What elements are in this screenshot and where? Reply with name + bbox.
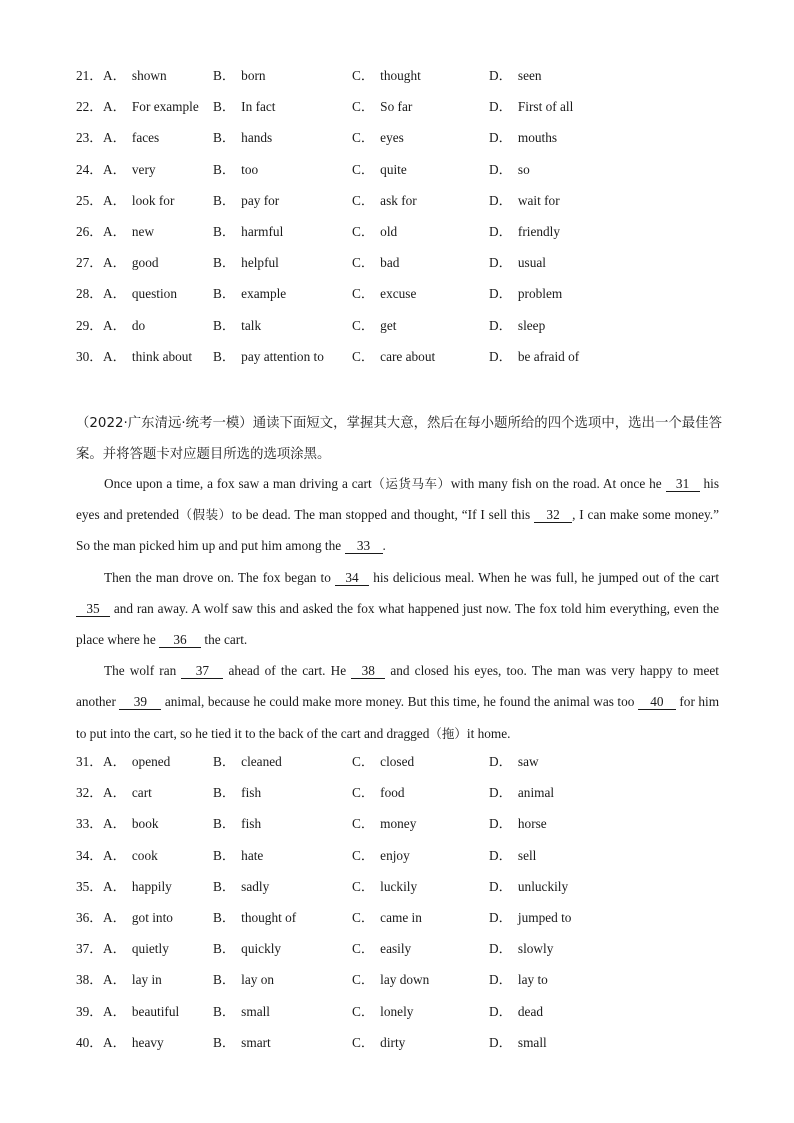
option-text: think about <box>131 348 193 364</box>
question-number: 37． <box>76 941 103 957</box>
option-c[interactable] <box>352 253 399 273</box>
option-letter: A． <box>103 972 126 988</box>
option-text: got into <box>131 909 173 925</box>
option-text: shown <box>131 68 167 83</box>
option-text: animal <box>517 785 555 801</box>
option-a[interactable] <box>76 97 199 117</box>
option-b[interactable] <box>213 939 281 959</box>
option-b[interactable] <box>213 191 279 211</box>
option-text: beautiful <box>131 1003 180 1019</box>
option-letter: D． <box>489 847 512 863</box>
option-d[interactable] <box>489 128 557 148</box>
question-number: 32． <box>76 785 103 801</box>
option-letter: D． <box>489 130 512 146</box>
option-letter: D． <box>489 255 512 271</box>
option-letter: D． <box>489 99 512 115</box>
option-letter: D． <box>489 1003 512 1019</box>
blank-38[interactable]: 38 <box>351 664 385 679</box>
option-letter: A． <box>103 317 126 333</box>
option-text: jumped to <box>517 909 572 925</box>
question-number: 39． <box>76 1003 103 1019</box>
option-text: slowly <box>517 941 554 957</box>
option-text: came in <box>380 909 422 925</box>
option-text: harmful <box>241 223 284 239</box>
option-text: fish <box>241 816 262 832</box>
option-letter: C． <box>352 909 375 925</box>
question-row <box>76 253 726 284</box>
option-letter: C． <box>352 68 375 83</box>
option-d[interactable] <box>489 1033 547 1053</box>
question-row <box>76 191 726 222</box>
option-letter: B． <box>213 847 236 863</box>
option-letter: B． <box>213 192 236 208</box>
option-a[interactable] <box>76 752 170 772</box>
option-text: happily <box>131 878 172 894</box>
option-d[interactable] <box>489 752 539 772</box>
option-text: pay attention to <box>241 348 324 364</box>
question-row <box>76 284 726 315</box>
option-b[interactable] <box>213 160 258 180</box>
blank-39[interactable]: 39 <box>119 695 161 710</box>
option-letter: A． <box>103 847 126 863</box>
option-text: food <box>380 785 405 801</box>
option-d[interactable] <box>489 846 536 866</box>
question-number: 35． <box>76 878 103 894</box>
option-text: usual <box>517 255 546 271</box>
option-letter: C． <box>352 99 375 115</box>
option-letter: B． <box>213 1034 236 1050</box>
option-text: dirty <box>380 1034 406 1050</box>
option-d[interactable] <box>489 222 560 242</box>
option-a[interactable] <box>76 908 173 928</box>
question-row <box>76 128 726 159</box>
option-text: First of all <box>517 99 574 115</box>
option-a[interactable] <box>76 160 156 180</box>
option-b[interactable] <box>213 783 261 803</box>
option-text: thought <box>380 68 421 83</box>
option-text: heavy <box>131 1034 164 1050</box>
option-text: care about <box>380 348 436 364</box>
option-d[interactable] <box>489 160 530 180</box>
option-text: lay on <box>241 972 275 988</box>
option-letter: B． <box>213 255 236 271</box>
option-text: thought of <box>241 909 297 925</box>
option-b[interactable] <box>213 1033 271 1053</box>
option-text: fish <box>241 785 262 801</box>
option-c[interactable] <box>352 316 396 336</box>
option-letter: B． <box>213 99 236 115</box>
option-letter: A． <box>103 192 126 208</box>
option-letter: A． <box>103 878 126 894</box>
option-c[interactable] <box>352 160 407 180</box>
option-text: faces <box>131 130 160 146</box>
option-c[interactable] <box>352 752 414 772</box>
option-letter: C． <box>352 816 375 832</box>
option-letter: B． <box>213 348 236 364</box>
question-row <box>76 1002 726 1033</box>
option-text: wait for <box>517 192 560 208</box>
option-letter: B． <box>213 754 236 769</box>
option-letter: D． <box>489 754 512 769</box>
option-text: excuse <box>380 286 417 302</box>
option-b[interactable] <box>213 1002 270 1022</box>
option-letter: A． <box>103 223 126 239</box>
question-row <box>76 846 726 877</box>
question-number: 31． <box>76 754 103 769</box>
option-text: quickly <box>241 941 282 957</box>
option-a[interactable] <box>76 877 172 897</box>
option-b[interactable] <box>213 97 276 117</box>
option-letter: D． <box>489 1034 512 1050</box>
option-a[interactable] <box>76 939 169 959</box>
option-text: eyes <box>380 130 404 146</box>
option-letter: C． <box>352 1003 375 1019</box>
option-letter: C． <box>352 754 375 769</box>
option-c[interactable] <box>352 877 417 897</box>
option-text: very <box>131 161 156 177</box>
question-number: 38． <box>76 972 103 988</box>
question-number: 23． <box>76 130 103 146</box>
option-d[interactable] <box>489 877 568 897</box>
option-text: get <box>380 317 397 333</box>
option-b[interactable] <box>213 316 261 336</box>
passage-paragraph-1: Once upon a time, a fox saw a man driving a cart（运货马车）with many fish on the road. At once he 31 his eyes and pretended（假装）to be dead. The man stopped and thought, “If I sell this 32 , I can make some money.” So the man picked him up and put him among the 33 . <box>76 476 720 554</box>
option-c[interactable] <box>352 908 422 928</box>
question-number: 40． <box>76 1034 103 1050</box>
option-text: enjoy <box>380 847 410 863</box>
option-letter: C． <box>352 192 375 208</box>
option-b[interactable] <box>213 752 282 772</box>
option-text: So far <box>380 99 413 115</box>
option-letter: D． <box>489 161 512 177</box>
option-text: friendly <box>517 223 560 239</box>
question-row <box>76 160 726 191</box>
option-letter: D． <box>489 192 512 208</box>
option-text: quietly <box>131 941 169 957</box>
option-text: dead <box>517 1003 544 1019</box>
option-letter: D． <box>489 223 512 239</box>
option-letter: A． <box>103 1003 126 1019</box>
option-letter: A． <box>103 130 126 146</box>
option-text: question <box>131 286 177 302</box>
option-d[interactable] <box>489 1002 543 1022</box>
option-letter: B． <box>213 785 236 801</box>
option-text: closed <box>380 754 415 769</box>
option-text: mouths <box>517 130 558 146</box>
question-row <box>76 66 726 97</box>
passage-paragraph-2: Then the man drove on. The fox began to 34 his delicious meal. When he was full, he jumped out of the cart 35 and ran away. A wolf saw this and asked the fox what happened just now. The fox told him everything, even the place where he 36 the cart. <box>76 569 720 648</box>
option-a[interactable] <box>76 1002 179 1022</box>
option-letter: A． <box>103 99 126 115</box>
option-letter: C． <box>352 972 375 988</box>
question-row <box>76 222 726 253</box>
option-letter: A． <box>103 255 126 271</box>
blank-31[interactable]: 31 <box>666 477 700 492</box>
question-number: 25． <box>76 192 103 208</box>
option-b[interactable] <box>213 814 261 834</box>
option-letter: B． <box>213 816 236 832</box>
option-d[interactable] <box>489 814 547 834</box>
option-text: cleaned <box>241 754 282 769</box>
question-number: 22． <box>76 99 103 115</box>
option-d[interactable] <box>489 191 560 211</box>
option-text: sleep <box>517 317 546 333</box>
option-letter: B． <box>213 878 236 894</box>
option-d[interactable] <box>489 66 542 86</box>
option-text: sadly <box>241 878 270 894</box>
option-letter: B． <box>213 1003 236 1019</box>
question-number: 34． <box>76 847 103 863</box>
option-d[interactable] <box>489 347 579 367</box>
option-letter: A． <box>103 816 126 832</box>
option-letter: A． <box>103 161 126 177</box>
option-text: example <box>241 286 287 302</box>
option-text: ask for <box>380 192 417 208</box>
question-number: 24． <box>76 161 103 177</box>
option-text: lonely <box>380 1003 414 1019</box>
option-letter: C． <box>352 348 375 364</box>
option-text: lay down <box>380 972 430 988</box>
option-letter: B． <box>213 317 236 333</box>
blank-32[interactable]: 32 <box>534 508 572 523</box>
blank-37[interactable]: 37 <box>181 664 223 679</box>
option-letter: C． <box>352 847 375 863</box>
option-letter: B． <box>213 972 236 988</box>
question-row <box>76 1033 726 1064</box>
option-text: lay to <box>517 972 548 988</box>
option-text: small <box>517 1034 547 1050</box>
option-d[interactable] <box>489 97 573 117</box>
question-row <box>76 752 726 783</box>
option-b[interactable] <box>213 970 274 990</box>
option-a[interactable] <box>76 846 158 866</box>
blank-40[interactable]: 40 <box>638 695 676 710</box>
option-a[interactable] <box>76 1033 164 1053</box>
option-text: so <box>517 161 530 177</box>
option-letter: B． <box>213 130 236 146</box>
option-c[interactable] <box>352 783 405 803</box>
option-letter: D． <box>489 317 512 333</box>
option-letter: B． <box>213 68 236 83</box>
blank-34[interactable]: 34 <box>335 571 369 586</box>
option-letter: D． <box>489 878 512 894</box>
question-row <box>76 316 726 347</box>
option-c[interactable] <box>352 1033 405 1053</box>
option-letter: D． <box>489 972 512 988</box>
option-c[interactable] <box>352 97 412 117</box>
option-letter: C． <box>352 941 375 957</box>
option-d[interactable] <box>489 284 562 304</box>
question-row <box>76 814 726 845</box>
option-text: do <box>131 317 146 333</box>
option-text: money <box>380 816 417 832</box>
option-a[interactable] <box>76 222 154 242</box>
blank-33[interactable]: 33 <box>345 539 383 554</box>
question-number: 27． <box>76 255 103 271</box>
option-text: lay in <box>131 972 162 988</box>
option-a[interactable] <box>76 316 145 336</box>
option-text: saw <box>517 754 539 769</box>
option-c[interactable] <box>352 191 417 211</box>
option-letter: B． <box>213 161 236 177</box>
option-b[interactable] <box>213 66 266 86</box>
option-letter: B． <box>213 223 236 239</box>
option-text: problem <box>517 286 563 302</box>
question-number: 36． <box>76 909 103 925</box>
option-d[interactable] <box>489 783 554 803</box>
option-letter: C． <box>352 785 375 801</box>
option-a[interactable] <box>76 783 152 803</box>
option-text: luckily <box>380 878 418 894</box>
option-c[interactable] <box>352 66 421 86</box>
option-letter: A． <box>103 785 126 801</box>
question-row <box>76 877 726 908</box>
option-text: born <box>241 68 266 83</box>
question-row <box>76 97 726 128</box>
blank-36[interactable]: 36 <box>159 633 201 648</box>
option-letter: D． <box>489 286 512 302</box>
option-letter: D． <box>489 909 512 925</box>
option-text: cook <box>131 847 158 863</box>
option-text: old <box>380 223 398 239</box>
option-c[interactable] <box>352 128 404 148</box>
option-text: opened <box>131 754 171 769</box>
option-text: cart <box>131 785 152 801</box>
question-number: 33． <box>76 816 103 832</box>
option-text: unluckily <box>517 878 569 894</box>
option-c[interactable] <box>352 284 416 304</box>
option-b[interactable] <box>213 128 272 148</box>
question-row <box>76 347 726 378</box>
option-text: bad <box>380 255 400 271</box>
option-letter: C． <box>352 255 375 271</box>
option-letter: C． <box>352 286 375 302</box>
option-d[interactable] <box>489 253 546 273</box>
option-letter: A． <box>103 909 126 925</box>
option-letter: C． <box>352 161 375 177</box>
option-text: too <box>241 161 259 177</box>
question-number: 30． <box>76 348 103 364</box>
blank-35[interactable]: 35 <box>76 602 110 617</box>
option-b[interactable] <box>213 284 286 304</box>
option-c[interactable] <box>352 846 410 866</box>
option-letter: A． <box>103 754 126 769</box>
option-letter: D． <box>489 348 512 364</box>
option-text: hate <box>241 847 264 863</box>
option-b[interactable] <box>213 908 296 928</box>
question-number: 29． <box>76 317 103 333</box>
option-b[interactable] <box>213 222 283 242</box>
option-c[interactable] <box>352 347 435 367</box>
option-a[interactable] <box>76 284 177 304</box>
option-letter: C． <box>352 223 375 239</box>
option-d[interactable] <box>489 908 571 928</box>
option-text: smart <box>241 1034 271 1050</box>
option-letter: C． <box>352 878 375 894</box>
option-text: small <box>241 1003 270 1019</box>
question-row <box>76 970 726 1001</box>
reading-passage <box>76 468 719 749</box>
option-a[interactable] <box>76 128 159 148</box>
option-d[interactable] <box>489 970 548 990</box>
option-text: book <box>131 816 159 832</box>
option-letter: A． <box>103 941 126 957</box>
option-letter: B． <box>213 286 236 302</box>
option-c[interactable] <box>352 1002 413 1022</box>
option-text: helpful <box>241 255 279 271</box>
option-text: For example <box>131 99 199 115</box>
option-c[interactable] <box>352 222 397 242</box>
option-text: quite <box>380 161 407 177</box>
option-text: new <box>131 223 155 239</box>
option-text: easily <box>380 941 412 957</box>
option-a[interactable] <box>76 347 192 367</box>
question-row <box>76 908 726 939</box>
option-c[interactable] <box>352 814 416 834</box>
option-c[interactable] <box>352 939 411 959</box>
option-letter: B． <box>213 909 236 925</box>
option-d[interactable] <box>489 939 553 959</box>
option-text: sell <box>517 847 537 863</box>
option-letter: B． <box>213 941 236 957</box>
question-number: 21． <box>76 68 103 83</box>
question-list-21-30 <box>76 66 726 378</box>
option-letter: A． <box>103 286 126 302</box>
option-text: good <box>131 255 159 271</box>
option-a[interactable] <box>76 191 174 211</box>
option-letter: A． <box>103 68 126 83</box>
question-number: 26． <box>76 223 103 239</box>
option-b[interactable] <box>213 253 279 273</box>
option-b[interactable] <box>213 877 269 897</box>
option-c[interactable] <box>352 970 429 990</box>
option-a[interactable] <box>76 970 162 990</box>
option-d[interactable] <box>489 316 545 336</box>
question-number: 28． <box>76 286 103 302</box>
option-text: hands <box>241 130 273 146</box>
question-list-31-40 <box>76 752 726 1064</box>
passage-paragraph-3: The wolf ran 37 ahead of the cart. He 38 and closed his eyes, too. The man was very happy to meet another 39 animal, because he could make more money. But this time, he found the animal was too 40 for him to put into the cart, so he tied it to the back of the cart and dragged（拖）it home. <box>76 663 720 741</box>
option-letter: D． <box>489 816 512 832</box>
option-a[interactable] <box>76 253 159 273</box>
option-a[interactable] <box>76 66 167 86</box>
option-text: pay for <box>241 192 280 208</box>
option-letter: D． <box>489 68 512 83</box>
question-row <box>76 783 726 814</box>
option-b[interactable] <box>213 846 263 866</box>
option-text: look for <box>131 192 175 208</box>
option-letter: D． <box>489 785 512 801</box>
option-text: be afraid of <box>517 348 580 364</box>
option-text: talk <box>241 317 262 333</box>
option-a[interactable] <box>76 814 159 834</box>
option-text: horse <box>517 816 547 832</box>
option-text: seen <box>517 68 542 83</box>
section-instruction: （2022·广东清远·统考一模）通读下面短文，掌握其大意，然后在每小题所给的四个选项中，选出一个最佳答案。并将答题卡对应题目所选的选项涂黑。 <box>76 416 722 462</box>
option-letter: C． <box>352 1034 375 1050</box>
option-b[interactable] <box>213 347 324 367</box>
option-letter: C． <box>352 317 375 333</box>
option-letter: D． <box>489 941 512 957</box>
question-row <box>76 939 726 970</box>
option-letter: C． <box>352 130 375 146</box>
option-letter: A． <box>103 348 126 364</box>
option-letter: A． <box>103 1034 126 1050</box>
option-text: In fact <box>241 99 276 115</box>
